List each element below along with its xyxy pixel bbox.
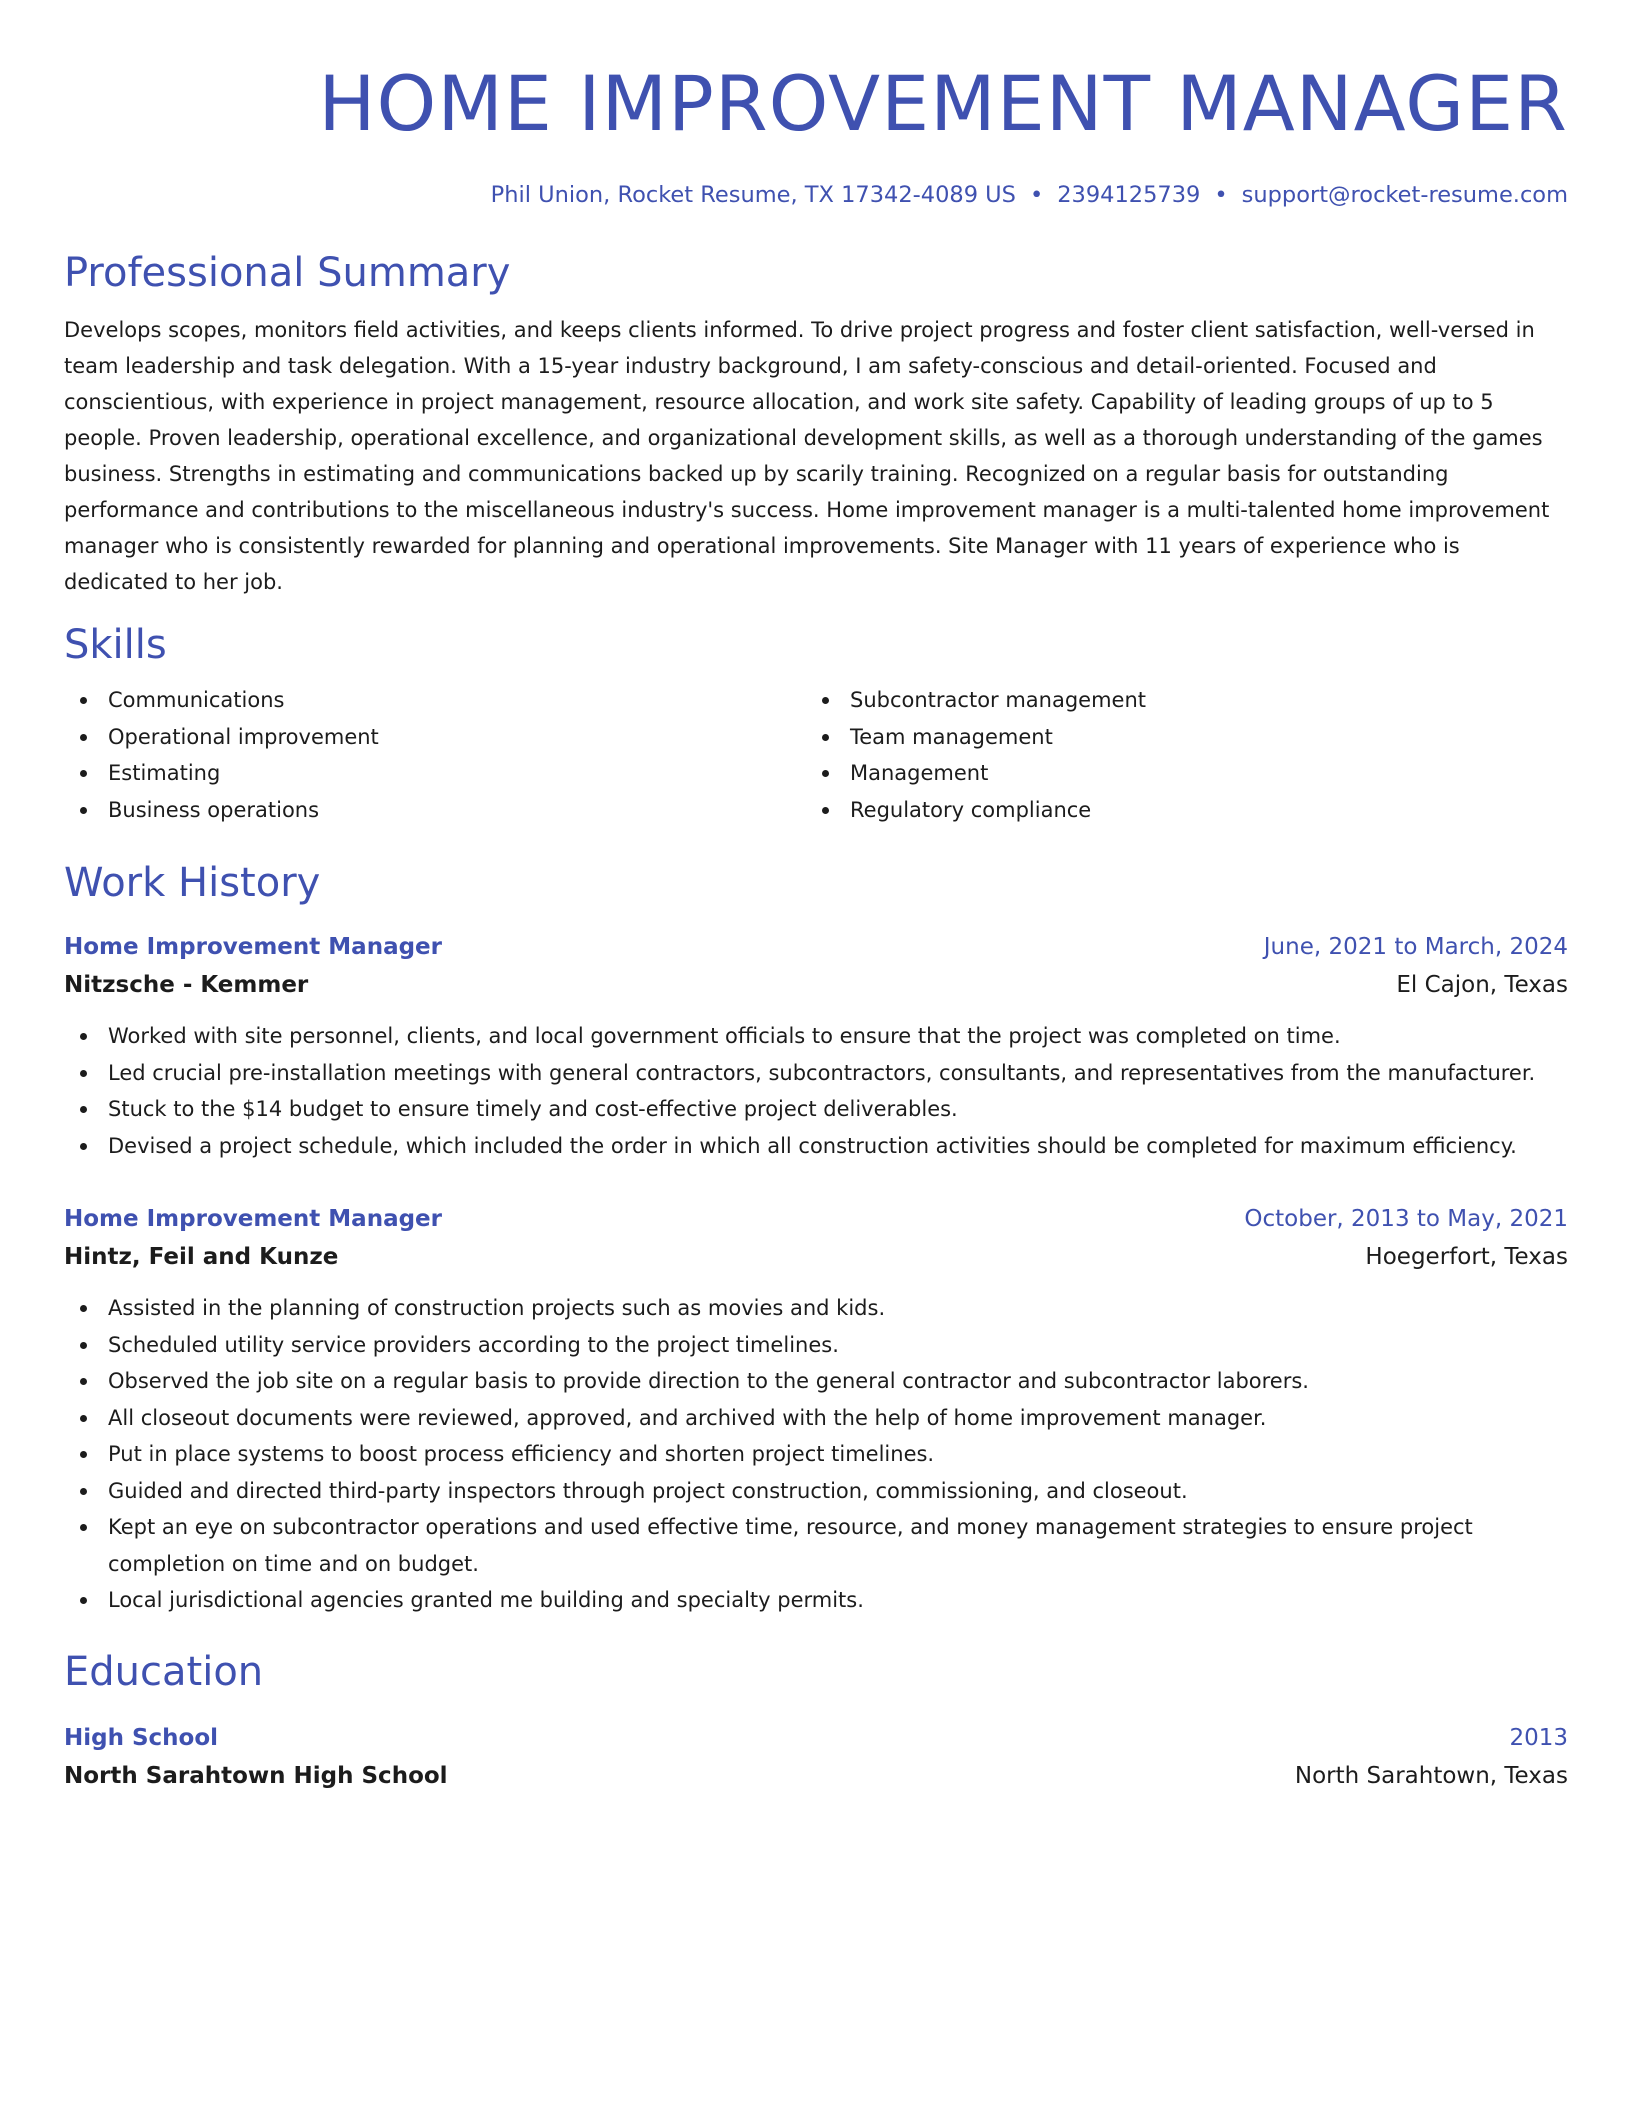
resume-title: HOME IMPROVEMENT MANAGER bbox=[318, 59, 1568, 148]
job-company-row bbox=[64, 1238, 1568, 1276]
job-bullet: Kept an eye on subcontractor operations and used effective time, resource, and money management strategies to ensure project completion on time and on budget. bbox=[108, 1509, 1568, 1582]
education-header-row bbox=[64, 1719, 1568, 1757]
job-title: Home Improvement Manager bbox=[64, 1206, 442, 1232]
job-dates: October, 2013 to May, 2021 bbox=[1244, 1206, 1568, 1232]
contact-email: support@rocket-resume.com bbox=[1241, 182, 1568, 208]
job-header-row bbox=[64, 928, 1568, 966]
skills-grid bbox=[64, 682, 1568, 828]
job-company: Nitzsche - Kemmer bbox=[64, 972, 309, 998]
job-bullet: Stuck to the $14 budget to ensure timely and cost-effective project deliverables. bbox=[108, 1091, 1568, 1128]
job-entry bbox=[64, 928, 1568, 1164]
job-bullet: Assisted in the planning of construction projects such as movies and kids. bbox=[108, 1290, 1568, 1327]
education-school-row bbox=[64, 1757, 1568, 1795]
summary-text: Develops scopes, monitors field activities, and keeps clients informed. To drive project progress and foster client satisfaction, well-versed in team leadership and task delegation. With a 15-year industry background, I am safety-conscious and detail-oriented. Focused and conscientious, with experience in project management, resource allocation, and work site safety. Capability of leading groups of up to 5 people. Proven leadership, operational excellence, and organizational development skills, as well as a thorough understanding of the games business. Strengths in estimating and communications backed up by scarily training. Recognized on a regular basis for outstanding performance and contributions to the miscellaneous industry's success. Home improvement manager is a multi-talented home improvement manager who is consistently rewarded for planning and operational improvements. Site Manager with 11 years of experience who is dedicated to her job. bbox=[64, 318, 1550, 594]
skills-column-right bbox=[806, 682, 1548, 828]
job-bullet: All closeout documents were reviewed, approved, and archived with the help of home improvement manager. bbox=[108, 1400, 1568, 1437]
job-bullet: Devised a project schedule, which included the order in which all construction activities should be completed for maximum efficiency. bbox=[108, 1128, 1568, 1165]
education-degree: High School bbox=[64, 1724, 219, 1751]
work-history-heading: Work History bbox=[64, 860, 321, 906]
job-location: Hoegerfort, Texas bbox=[1365, 1244, 1568, 1270]
skill-item: Communications bbox=[108, 682, 806, 719]
education-year: 2013 bbox=[1509, 1724, 1568, 1751]
job-entry bbox=[64, 1200, 1568, 1619]
education-school: North Sarahtown High School bbox=[64, 1762, 448, 1789]
skills-heading: Skills bbox=[64, 622, 167, 668]
job-header-row bbox=[64, 1200, 1568, 1238]
job-bullet: Guided and directed third-party inspectors through project construction, commissioning, and closeout. bbox=[108, 1473, 1568, 1510]
job-bullet: Put in place systems to boost process efficiency and shorten project timelines. bbox=[108, 1436, 1568, 1473]
job-bullet: Local jurisdictional agencies granted me building and specialty permits. bbox=[108, 1582, 1568, 1619]
skill-item: Business operations bbox=[108, 792, 806, 829]
job-bullet: Observed the job site on a regular basis to provide direction to the general contractor and subcontractor laborers. bbox=[108, 1363, 1568, 1400]
summary-heading: Professional Summary bbox=[64, 250, 511, 296]
job-company: Hintz, Feil and Kunze bbox=[64, 1244, 339, 1270]
education-location: North Sarahtown, Texas bbox=[1294, 1762, 1568, 1789]
job-dates: June, 2021 to March, 2024 bbox=[1263, 934, 1568, 960]
job-location: El Cajon, Texas bbox=[1396, 972, 1568, 998]
education-entry bbox=[64, 1719, 1568, 1795]
job-bullet: Led crucial pre-installation meetings with general contractors, subcontractors, consultants, and representatives from the manufacturer. bbox=[108, 1055, 1568, 1092]
contact-address: Phil Union, Rocket Resume, TX 17342-4089 US bbox=[490, 182, 1016, 208]
job-bullet: Worked with site personnel, clients, and local government officials to ensure that the project was completed on time. bbox=[108, 1018, 1568, 1055]
skill-item: Operational improvement bbox=[108, 719, 806, 756]
skill-item: Subcontractor management bbox=[850, 682, 1548, 719]
skills-column-left bbox=[64, 682, 806, 828]
contact-separator: • bbox=[1029, 182, 1044, 208]
education-heading: Education bbox=[64, 1648, 264, 1695]
skill-item: Regulatory compliance bbox=[850, 792, 1548, 829]
contact-separator: • bbox=[1214, 182, 1228, 208]
job-bullet: Scheduled utility service providers according to the project timelines. bbox=[108, 1327, 1568, 1364]
job-title: Home Improvement Manager bbox=[64, 934, 442, 960]
resume-page bbox=[64, 0, 1568, 1795]
skill-item: Management bbox=[850, 755, 1548, 792]
contact-line bbox=[64, 180, 1568, 210]
job-bullets bbox=[64, 1290, 1568, 1619]
contact-phone: 2394125739 bbox=[1057, 182, 1201, 208]
job-company-row bbox=[64, 966, 1568, 1004]
job-bullets bbox=[64, 1018, 1568, 1164]
skill-item: Estimating bbox=[108, 755, 806, 792]
skill-item: Team management bbox=[850, 719, 1548, 756]
